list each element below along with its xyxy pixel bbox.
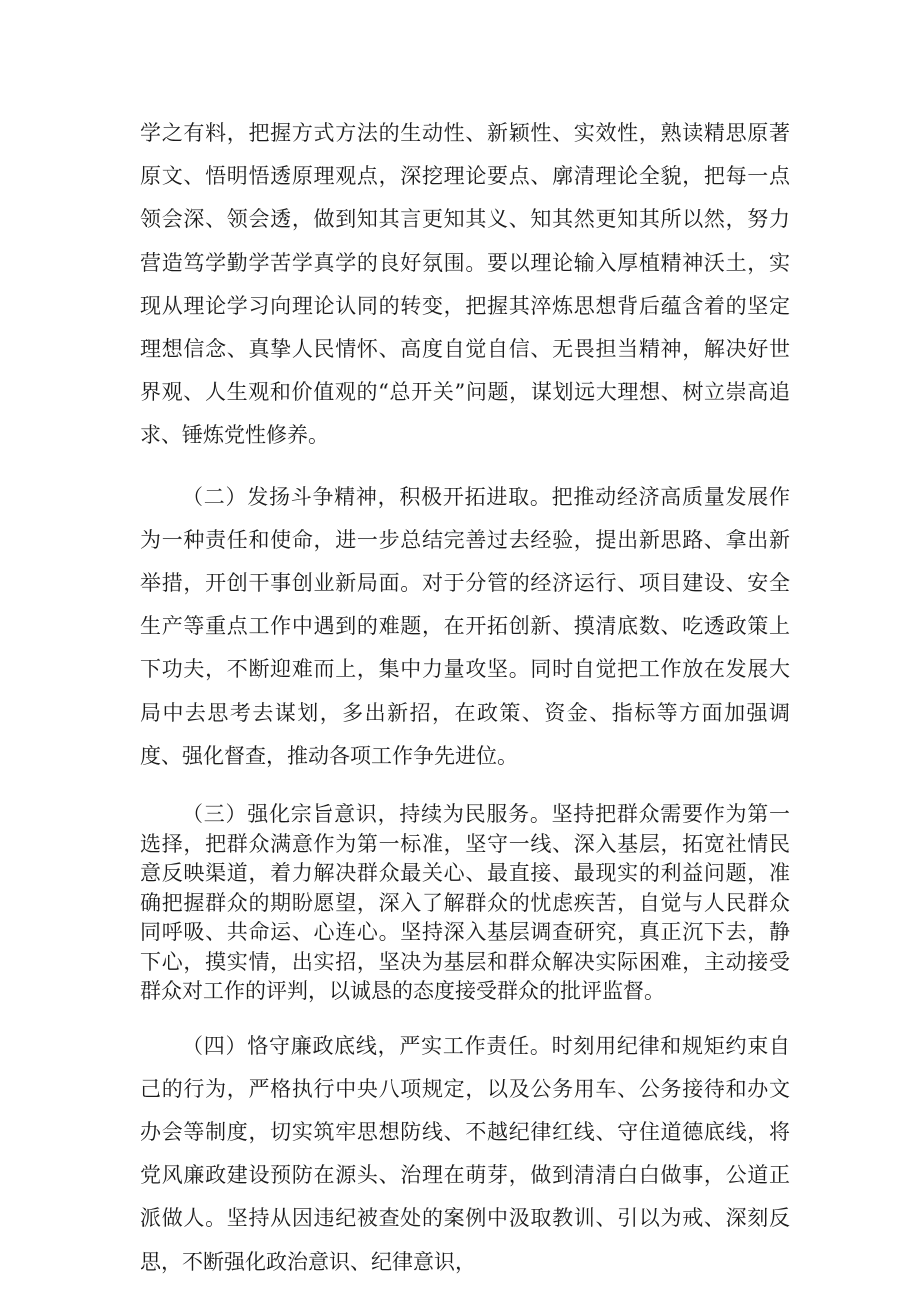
- document-page: [140, 112, 790, 1284]
- paragraph-section-two: （二）发扬斗争精神，积极开拓进取。把推动经济高质量发展作为一种责任和使命，进一步总结完善过去经验，提出新思路、拿出新举措，开创干事创业新局面。对于分管的经济运行、项目建设、安全生产等重点工作中遇到的难题，在开拓创新、摸清底数、吃透政策上下功夫，不断迎难而上，集中力量攻坚。同时自觉把工作放在发展大局中去思考去谋划，多出新招，在政策、资金、指标等方面加强调度、强化督查，推动各项工作争先进位。: [140, 484, 790, 768]
- paragraph-continuation: 学之有料，把握方式方法的生动性、新颖性、实效性，熟读精思原著原文、悟明悟透原理观点，深挖理论要点、廓清理论全貌，把每一点领会深、领会透，做到知其言更知其义、知其然更知其所以然，努力营造笃学勤学苦学真学的良好氛围。要以理论输入厚植精神沃土，实现从理论学习向理论认同的转变，把握其淬炼思想背后蕴含着的坚定理想信念、真挚人民情怀、高度自觉自信、无畏担当精神，解决好世界观、人生观和价值观的“总开关”问题，谋划远大理想、树立崇高追求、锤炼党性修养。: [140, 121, 790, 448]
- paragraph-section-three: （三）强化宗旨意识，持续为民服务。坚持把群众需要作为第一选择，把群众满意作为第一标准，坚守一线、深入基层，拓宽社情民意反映渠道，着力解决群众最关心、最直接、最现实的利益问题，准确把握群众的期盼愿望，深入了解群众的忧虑疾苦，自觉与人民群众同呼吸、共命运、心连心。坚持深入基层调查研究，真正沉下去，静下心，摸实情，出实招，坚决为基层和群众解决实际困难，主动接受群众对工作的评判，以诚恳的态度接受群众的批评监督。: [140, 802, 790, 1004]
- paragraph-section-four: （四）恪守廉政底线，严实工作责任。时刻用纪律和规矩约束自己的行为，严格执行中央八项规定，以及公务用车、公务接待和办文办会等制度，切实筑牢思想防线、不越纪律红线、守住道德底线，将党风廉政建设预防在源头、治理在萌芽，做到清清白白做事，公道正派做人。坚持从因违纪被查处的案例中汲取教训、引以为戒、深刻反思，不断强化政治意识、纪律意识，: [140, 1033, 790, 1274]
